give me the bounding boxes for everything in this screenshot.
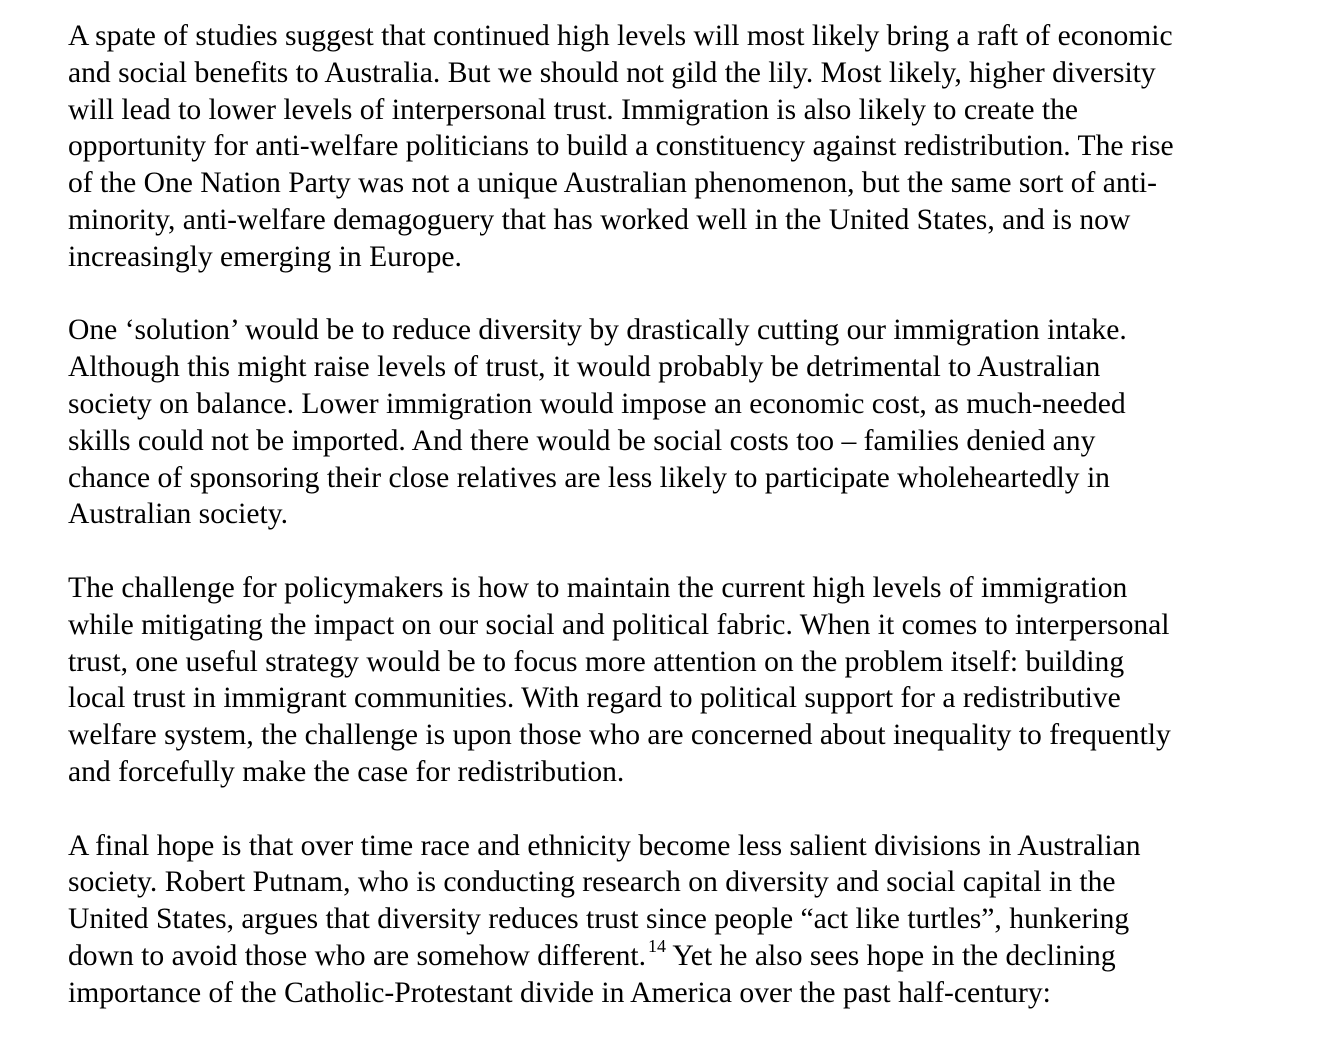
text-line: will lead to lower levels of interpersonal trust. Immigration is also likely to create the — [68, 93, 1079, 126]
text-line: of the One Nation Party was not a unique Australian phenomenon, but the same sort of anti- — [68, 167, 1157, 200]
paragraph-1 — [68, 18, 1278, 276]
text-line: society on balance. Lower immigration would impose an economic cost, as much-needed — [68, 387, 1126, 420]
text-line: while mitigating the impact on our social and political fabric. When it comes to interpersonal — [68, 608, 1170, 641]
text-line: One ‘solution’ would be to reduce diversity by drastically cutting our immigration intake. — [68, 314, 1127, 347]
text-line: increasingly emerging in Europe. — [68, 240, 462, 273]
text-line: opportunity for anti-welfare politicians to build a constituency against redistribution. The rise — [68, 130, 1174, 163]
document-page — [68, 18, 1278, 1048]
text-line: A final hope is that over time race and ethnicity become less salient divisions in Australian — [68, 829, 1141, 862]
paragraph-4 — [68, 828, 1278, 1012]
text-line: society. Robert Putnam, who is conducting research on diversity and social capital in the — [68, 866, 1116, 899]
text-line: and social benefits to Australia. But we should not gild the lily. Most likely, higher diversity — [68, 56, 1156, 89]
text-line: importance of the Catholic-Protestant divide in America over the past half-century: — [68, 976, 1051, 1009]
paragraph-3 — [68, 570, 1278, 791]
text-line: minority, anti-welfare demagoguery that has worked well in the United States, and is now — [68, 203, 1131, 236]
text-line-with-footnote — [68, 938, 1278, 975]
paragraph-2 — [68, 312, 1278, 533]
text-segment: down to avoid those who are somehow different. — [68, 939, 647, 972]
text-line: skills could not be imported. And there would be social costs too – families denied any — [68, 424, 1096, 457]
text-line: Although this might raise levels of trust, it would probably be detrimental to Australian — [68, 351, 1101, 384]
text-line: local trust in immigrant communities. With regard to political support for a redistributive — [68, 682, 1121, 715]
text-segment: Yet he also sees hope in the declining — [666, 939, 1116, 972]
text-line: trust, one useful strategy would be to focus more attention on the problem itself: building — [68, 645, 1125, 678]
text-line: Australian society. — [68, 498, 288, 531]
footnote-marker: 14 — [648, 936, 667, 957]
text-line: A spate of studies suggest that continued high levels will most likely bring a raft of economic — [68, 20, 1173, 52]
text-line: United States, argues that diversity reduces trust since people “act like turtles”, hunkering — [68, 903, 1130, 936]
text-line: chance of sponsoring their close relatives are less likely to participate wholeheartedly in — [68, 461, 1110, 494]
text-line: welfare system, the challenge is upon those who are concerned about inequality to frequently — [68, 719, 1171, 752]
text-line: The challenge for policymakers is how to maintain the current high levels of immigration — [68, 571, 1128, 604]
text-line: and forcefully make the case for redistribution. — [68, 755, 625, 788]
